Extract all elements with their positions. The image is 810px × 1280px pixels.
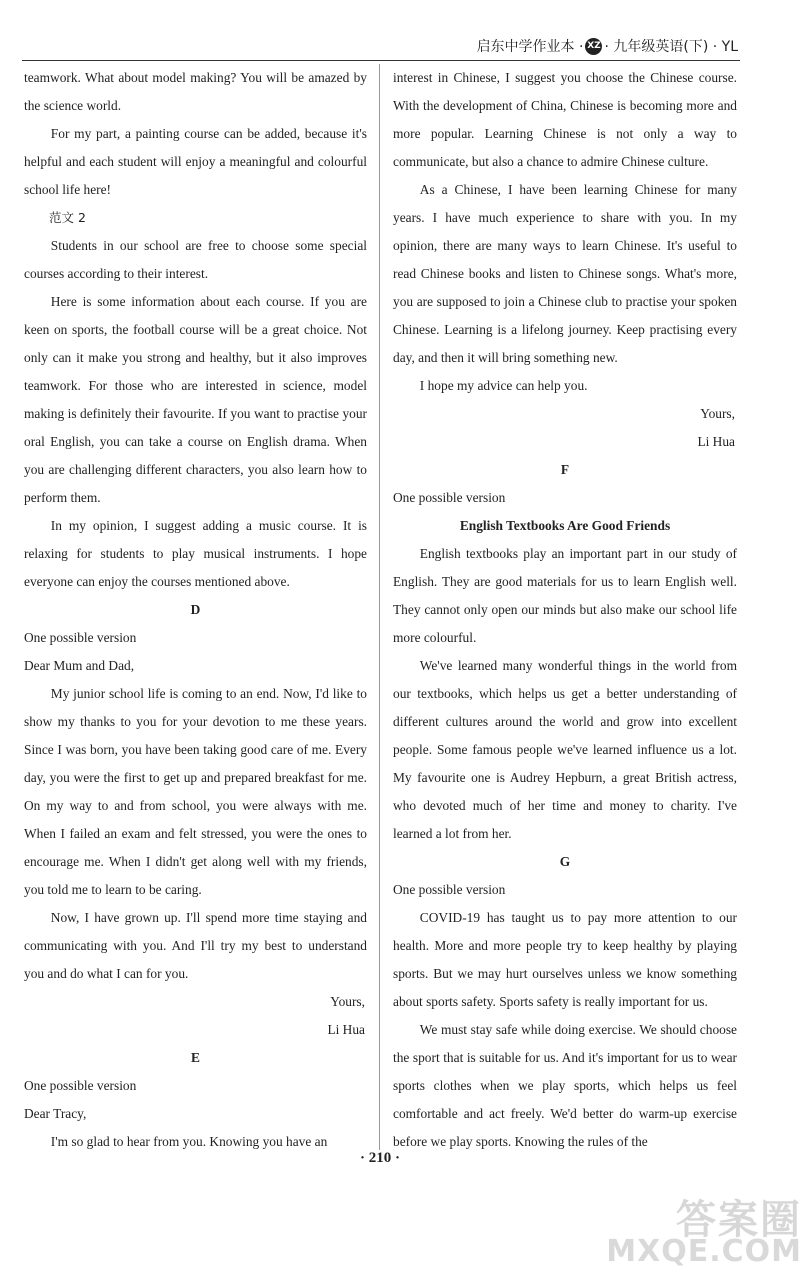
series-badge-icon: XZ bbox=[585, 38, 602, 55]
essay-title: English Textbooks Are Good Friends bbox=[459, 518, 671, 533]
paragraph: In my opinion, I suggest adding a music course. It is relaxing for students to play musical instruments. I hope everyone can enjoy the courses mentioned above. bbox=[24, 518, 367, 589]
version-label: One possible version bbox=[24, 1078, 137, 1093]
header-title bbox=[477, 36, 738, 56]
watermark bbox=[606, 1188, 806, 1276]
right-column bbox=[393, 64, 737, 1156]
paragraph: Now, I have grown up. I'll spend more time staying and communicating with you. And I'll try my best to understand you and do what I can for you. bbox=[24, 910, 367, 981]
paragraph: teamwork. What about model making? You will be amazed by the science world. bbox=[24, 70, 367, 113]
column-divider bbox=[379, 64, 380, 1150]
watermark-logo: 答案圈 bbox=[676, 1197, 802, 1243]
letter-greeting: Dear Tracy, bbox=[24, 1106, 87, 1121]
paragraph: We must stay safe while doing exercise. We should choose the sport that is suitable for us. And it's important for us to wear sports clothes when we play sports, which helps us feel comfortable and act freely. We'd better do warm-up exercise before we play sports. Knowing the rules of the bbox=[393, 1022, 737, 1149]
section-heading-d: D bbox=[190, 602, 201, 617]
paragraph: I hope my advice can help you. bbox=[419, 378, 588, 393]
watermark-url: MXQE.COM bbox=[606, 1234, 802, 1269]
paragraph: We've learned many wonderful things in the world from our textbooks, which helps us get a better understanding of different cultures around the world and grow into excellent people. Some famous people we've learned influence us a lot. My favourite one is Audrey Hepburn, a great British actress, who devoted much of her time and money to charity. I've learned a lot from her. bbox=[393, 658, 737, 841]
left-column bbox=[24, 64, 367, 1156]
paragraph: COVID-19 has taught us to pay more attention to our health. More and more people try to keep healthy by playing sports. But we may hurt ourselves unless we know something about sports safety. Sports safety is really important for us. bbox=[393, 910, 737, 1009]
sample-label: 范文 2 bbox=[49, 210, 86, 225]
paragraph: I'm so glad to hear from you. Knowing you have an bbox=[50, 1134, 328, 1149]
section-heading-e: E bbox=[191, 1050, 200, 1065]
header-subject: · 九年级英语(下) · YL bbox=[604, 39, 738, 55]
paragraph: interest in Chinese, I suggest you choose the Chinese course. With the development of China, Chinese is becoming more and more popular. Learning Chinese is not only a way to communicate, but also a chance to admire Chinese culture. bbox=[393, 70, 737, 169]
version-label: One possible version bbox=[393, 490, 506, 505]
version-label: One possible version bbox=[24, 630, 137, 645]
page-number: · 210 · bbox=[359, 1150, 400, 1166]
letter-greeting: Dear Mum and Dad, bbox=[24, 658, 135, 673]
paragraph: Here is some information about each course. If you are keen on sports, the football course will be a great choice. Not only can it make you strong and healthy, but it also improves teamwork. For those who are interested in science, model making is definitely their favourite. If you want to practise your oral English, you can take a course on English drama. When you are challenging different characters, you also learn how to perform them. bbox=[24, 294, 367, 505]
paragraph: As a Chinese, I have been learning Chinese for many years. I have much experience to share with you. In my opinion, there are many ways to learn Chinese. It's useful to read Chinese books and listen to Chinese songs. What's more, you are supposed to join a Chinese club to practise your spoken Chinese. Learning is a lifelong journey. Keep practising every day, and then it will bring something new. bbox=[393, 182, 737, 365]
paragraph: My junior school life is coming to an end. Now, I'd like to show my thanks to you for your devotion to me these years. Since I was born, you have been taking good care of me. Every day, you were the first to get up and prepared breakfast for me. On my way to and from school, you were always with me. When I failed an exam and felt stressed, you were the ones to encourage me. When I didn't get along well with my friends, you told me to learn to be caring. bbox=[24, 686, 367, 897]
letter-closing: Yours, bbox=[700, 406, 735, 421]
paragraph: Students in our school are free to choose some special courses according to their interest. bbox=[24, 238, 367, 281]
letter-signature: Li Hua bbox=[327, 1022, 365, 1037]
header-book-title: 启东中学作业本 · bbox=[476, 39, 584, 55]
paragraph: English textbooks play an important part in our study of English. They are good materials for us to learn English well. They cannot only open our minds but also make our school life more colourful. bbox=[393, 546, 737, 645]
letter-closing: Yours, bbox=[330, 994, 365, 1009]
version-label: One possible version bbox=[393, 882, 506, 897]
letter-signature: Li Hua bbox=[697, 434, 735, 449]
section-heading-g: G bbox=[559, 854, 571, 869]
paragraph: For my part, a painting course can be added, because it's helpful and each student will enjoy a meaningful and colourful school life here! bbox=[24, 126, 367, 197]
section-heading-f: F bbox=[560, 462, 570, 477]
running-header bbox=[22, 36, 740, 61]
